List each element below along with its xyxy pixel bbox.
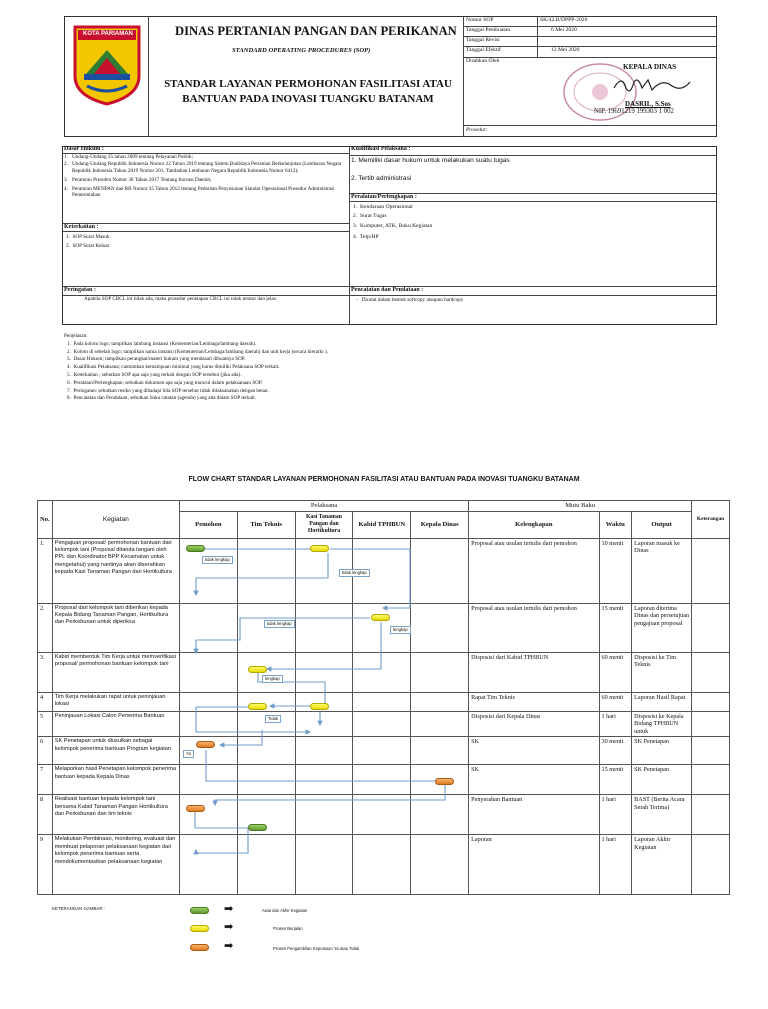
legend-start-end-shape (190, 907, 209, 914)
process-node (248, 703, 267, 710)
legend-item: Awal dan Akhir Kegiatan (262, 908, 308, 913)
agency-name: DINAS PERTANIAN PANGAN DAN PERIKANAN (175, 24, 457, 38)
header-kepala-dinas: Kepala Dinas (411, 511, 469, 538)
kualifikasi-label: Kualifikasi Pelaksana : (351, 146, 411, 152)
dasar-hukum-list: 1. Undang-Undang 25 tahun 2009 tentang Pelayanan Publik; 2. Undang-Undang Republik Indonesia Nomor 22 Tahun 2019 tentang Sistem Budidaya Pertanian Berkelanjutan (Lembaran Negara Republik Indonesia Tahun 2019 Nomor 201, Tambahan Lembaran Negara Republik Indonesia Nomor 6412); 3. Peraturan Presiden Nomor 38 Tahun 2017 Tentang Inovasi Daerah; 4. Peraturan MENPAN dan RB Nomor 35 Tahun 2012 tentang Pedoman Penyusunan Standar Operasional Prosedur Administrasi Pemerintahan (64, 154, 344, 199)
tanggal-pembuatan-value: 6 Mei 2020 (551, 27, 577, 33)
table-row: 6 SK Penetapan untuk diusulkan sebagai kelompok penerima bantuan Program kegiatan SK 30 menit SK Penetapan (38, 737, 730, 765)
header-kabid: Kabid TPHBUN (353, 511, 411, 538)
table-row: 2. Proposal dari kelompok tani diberikan kepada Kepala Bidang Tanaman Pangan, Hortikultura dan Perkebunan untuk diperiksa Proposal atau usulan tertulis dari pemohon 15 menit Laporan diterima Dinas dan persetujuan pengajuan proposal (38, 603, 730, 652)
legend-arrow-icon: ➡ (224, 940, 234, 952)
legend-item: Proses Pengambilan Keputusan Ya atau Tidak (273, 946, 360, 951)
table-row: 1. Pengajuan proposal/ permohonan bantuan dari kelompok tani (Proposal ditanda tangani oleh PPL dan Koordinator BPP Kecamatan untuk mengetahui) yang nantinya akan diserahkan kepada Kasi Tanaman Pangan dan Hortikultura Proposal atau usulan tertulis dari pemohon 10 menit Laporan masuk ke Dinas (38, 538, 730, 603)
connector-3 (330, 549, 410, 608)
dasar-hukum-item: Undang-Undang Republik Indonesia Nomor 22 Tahun 2019 tentang Sistem Budidaya Pertanian Berkelanjutan (Lembaran Negara Republik Indonesia Tahun 2019 Nomor 201, Tambahan Lembaran Negara Republik Indonesia Nomor 6412); (72, 161, 342, 174)
label-tidak-lengkap: tidak lengkap (339, 569, 370, 577)
connector-5 (267, 622, 381, 669)
dasar-hukum-label: Dasar Hukum : (64, 146, 104, 152)
label-tidak: Tidak (265, 715, 281, 723)
decision-node (196, 741, 215, 748)
connector-7 (196, 707, 310, 732)
header-kasi: Kasi Tanaman Pangan dan Hortikultura (295, 511, 353, 538)
tanggal-efektif-value: 12 Mei 2020 (551, 47, 580, 53)
table-row: 5 Peninjauan Lokasi Calon Penerima Bantuan Disposisi dari Kepala Dinas 1 hari Disposisi ke Kepala Bidang TPHBUN untuk (38, 711, 730, 737)
process-node (310, 703, 329, 710)
nama-penandatangan: DASRIL, S.Sos (625, 100, 671, 108)
nip-penandatangan: NIP. 19691219 199303 1 002 (594, 108, 674, 115)
logo-text: KOTA PARIAMAN (83, 31, 133, 37)
kualifikasi-item: 1. Memiliki dasar hukum untuk melakukan suatu tugas (351, 157, 510, 164)
header-waktu: Waktu (599, 511, 632, 538)
nomor-sop-label: Nomor SOP (466, 17, 494, 23)
table-row: 3. Kabid membentuk Tim Kerja untuk memverifikasi proposal/ permohonan bantuan kelompok tani Disposisi dari Kabid TPHBUN 60 menit Disposisi ke Tim Teknis (38, 652, 730, 692)
connector-13 (196, 828, 248, 853)
prosedur-label: Prosedur: (466, 127, 488, 133)
penjelasan-item: 6. Peralatan/Perlengkapan; sebutkan dokumen apa saja yang muncul dalam pelaksanaan SOP. (67, 379, 263, 386)
kualifikasi-item: 2. Tertib administrasi (351, 175, 412, 182)
header-mutu-baku: Mutu Baku (469, 501, 692, 512)
keterkaitan-item: 1. SOP Surat Masuk (66, 234, 110, 240)
legend-title: KETERANGAN GAMBAR : (52, 906, 105, 911)
tanggal-revisi-label: Tanggal Revisi (466, 37, 500, 43)
sop-label: STANDARD OPERATING PROCEDURES (SOP) (232, 47, 371, 54)
peralatan-item: 3. Komputer, ATK, Buku Kegiatan (353, 223, 433, 229)
label-tidak-lengkap: tidak lengkap (264, 620, 295, 628)
dasar-hukum-item: Peraturan Presiden Nomor 38 Tahun 2017 Tentang Inovasi Daerah; (72, 176, 212, 183)
keterkaitan-label: Keterkaitan : (64, 224, 99, 230)
disahkan-label: Disahkan Oleh (466, 58, 500, 64)
header-no: No. (38, 501, 53, 539)
table-row: 7 Melaporkan hasil Penetapan kelompok penerima bantuan kepada Kepala Dinas SK 15 menit SK Penetapan (38, 765, 730, 795)
peralatan-item: 4. Telp/HP (353, 234, 379, 240)
pencatatan-label: Pencatatan dan Pendataan : (351, 287, 424, 293)
process-node (371, 614, 390, 621)
decision-node (186, 805, 205, 812)
dasar-hukum-item: Peraturan MENPAN dan RB Nomor 35 Tahun 2012 tentang Pedoman Penyusunan Standar Operasional Prosedur Administrasi Pemerintahan (72, 186, 335, 199)
penjelasan-item: 3. Dasar Hukum; tampilkan perangkat/materi hukum yang mendasari dibuatnya SOP. (67, 356, 246, 363)
penjelasan-item: 5. Keterkaitan ; sebutkan SOP apa saja yang terkait dengan SOP tersebut (jika ada). (67, 371, 242, 378)
header-kegiatan: Kegiatan (52, 501, 179, 539)
connector-11 (215, 785, 445, 805)
penjelasan-item: 7. Peringatan: sebutkan resiko yang dihadapi bila SOP tersebut tidak dilaksanakan dengan benar. (67, 387, 269, 394)
end-terminal (248, 824, 267, 831)
header-kelengkapan: Kelengkapan (469, 511, 599, 538)
legend-process-shape (190, 925, 209, 932)
dasar-hukum-item: Undang-Undang 25 tahun 2009 tentang Pelayanan Publik; (72, 154, 194, 160)
sop-title-line2: BANTUAN PADA INOVASI TUANGKU BATANAM (182, 93, 434, 105)
peringatan-text: Apabila SOP CBCL ini tidak ada, maka prosedur penetapan CBCL ini tidak teratur dan jelas. (84, 296, 278, 302)
process-node (248, 666, 267, 673)
header-keterangan: Keterangan (692, 501, 730, 539)
legend-item: Proses Berjalan (273, 926, 303, 931)
legend-arrow-icon: ➡ (224, 921, 234, 933)
penjelasan-item: 1. Pada kolom logo; tampilkan lambang instansi (Kementerian/Lembaga/lambang daerah). (67, 340, 257, 347)
connector-10 (206, 750, 440, 781)
legend-arrow-icon: ➡ (224, 903, 234, 915)
jabatan-kepala-dinas: KEPALA DINAS (623, 63, 677, 71)
header-output: Output (632, 511, 692, 538)
table-row: 4 Tim Kerja melakukan rapat untuk peninjauan lokasi Rapat Tim Teknis 60 menit Laporan Hasil Rapat (38, 692, 730, 711)
tanggal-pembuatan-label: Tanggal Pembuatan (466, 27, 511, 33)
penjelasan-item: 2. Kolom di sebelah logo; tampilkan nama instansi (Kementerian/Lembaga/lambang daerah) dan unit kerja (secara hierarki ). (67, 348, 329, 355)
peringatan-label: Peringatan : (64, 287, 96, 293)
peralatan-item: 1. Kendaraan Operasional (353, 204, 413, 210)
table-row: 8 Realisasi bantuan kepada kelompok tani bersama Kabid Tanaman Pangan Hortikultura dan Perkebunan dan tim teknis Penyerahan Bantuan 1 hari BAST (Berita Acara Serah Terima) (38, 795, 730, 835)
header-pelaksana: Pelaksana (179, 501, 468, 512)
label-ya: Ya (183, 750, 194, 758)
penjelasan-item: 4. Kualifikasi Pelaksana; cantumkan kemampuan minimal yang harus dimiliki Pelaksana SOP terkait. (67, 364, 280, 371)
penjelasan-item: 8. Pencatatan dan Pendataan; sebutkan buku catatan (agenda) yang ada dalam SOP terkait. (67, 395, 256, 402)
label-lengkap: lengkap (390, 626, 411, 634)
peralatan-item: 2. Surat Tugas (353, 213, 387, 219)
legend-decision-shape (190, 944, 209, 951)
table-row: 9 Melakukan Pembinaan, monitoring, evaluasi dan membuat pelaporan pelaksanaan kegiatan dari kelompok penerima bantuan serta mendokumentasikan pelaksanaan kegiatan Laporan 1 hari Laporan Akhir Kegiatan (38, 835, 730, 895)
keterkaitan-item: 2. SOP Surat Keluar (66, 243, 110, 249)
header-pemohon: Pemohon (179, 511, 237, 538)
pencatatan-text: - Dicatat dalam bentuk softcopy ataupun hardcopy (356, 297, 464, 303)
penjelasan-label: Penjelasan: (64, 333, 88, 339)
start-terminal (186, 545, 205, 552)
tanggal-efektif-label: Tanggal Efektif (466, 47, 501, 53)
header-tim-teknis: Tim Teknis (237, 511, 295, 538)
sop-title-line1: STANDAR LAYANAN PERMOHONAN FASILITASI ATAU (164, 78, 452, 90)
label-tidak-lengkap: tidak lengkap (202, 556, 233, 564)
label-lengkap: lengkap (262, 675, 283, 683)
flowchart-title: FLOW CHART STANDAR LAYANAN PERMOHONAN FASILITASI ATAU BANTUAN PADA INOVASI TUANGKU BATANAM (188, 476, 580, 483)
nomor-sop-value: SK/42.B/DPPP-2020 (540, 17, 588, 23)
decision-node (435, 778, 454, 785)
peralatan-label: Peralatan/Perlengkapan : (351, 194, 417, 200)
process-node (310, 545, 329, 552)
